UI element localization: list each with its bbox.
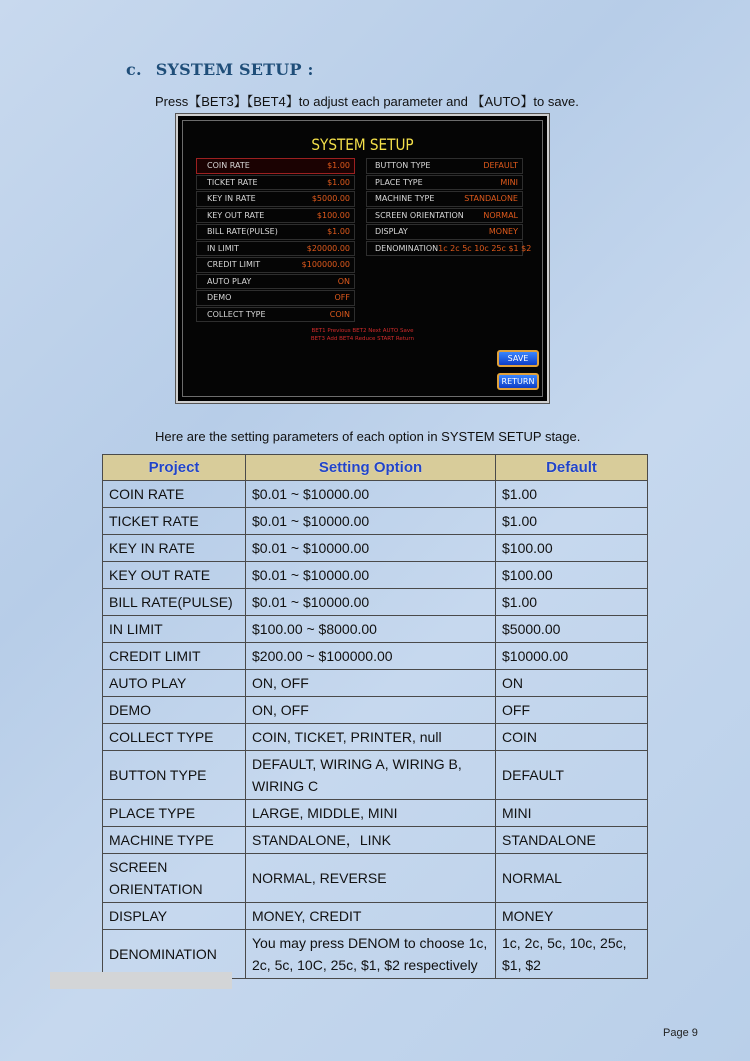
setting-row[interactable]	[196, 307, 355, 323]
setting-value: $1.00	[327, 227, 350, 237]
setting-label: DENOMINATION	[375, 243, 439, 253]
project-cell: PLACE TYPE	[103, 800, 246, 827]
setting-row[interactable]	[196, 208, 355, 224]
table-row	[103, 670, 648, 697]
intro-text-part: 【AUTO】to save.	[471, 94, 579, 109]
setting-label: DEMO	[207, 293, 232, 303]
project-cell: DEMO	[103, 697, 246, 724]
default-cell: COIN	[496, 724, 648, 751]
table-row	[103, 697, 648, 724]
project-cell: MACHINE TYPE	[103, 827, 246, 854]
setting-label: CREDIT LIMIT	[207, 260, 261, 270]
project-cell: COIN RATE	[103, 481, 246, 508]
setting-label: BILL RATE(PULSE)	[207, 227, 278, 237]
default-cell: $100.00	[496, 535, 648, 562]
table-row	[103, 508, 648, 535]
setting-row[interactable]	[196, 224, 355, 240]
save-button[interactable]: SAVE	[497, 350, 539, 367]
project-cell: CREDIT LIMIT	[103, 643, 246, 670]
setting-label: AUTO PLAY	[207, 276, 252, 286]
setting-option-cell: ON, OFF	[246, 670, 496, 697]
project-cell: BUTTON TYPE	[103, 751, 246, 800]
system-setup-screenshot	[176, 114, 549, 403]
default-cell: MONEY	[496, 903, 648, 930]
header-project: Project	[103, 455, 246, 481]
setting-label: MACHINE TYPE	[375, 194, 435, 204]
setting-value: STANDALONE	[464, 194, 518, 204]
page-number: Page 9	[663, 1027, 698, 1039]
project-cell: TICKET RATE	[103, 508, 246, 535]
setting-value: $100.00	[316, 210, 350, 220]
default-cell: DEFAULT	[496, 751, 648, 800]
setting-label: DISPLAY	[375, 227, 408, 237]
setting-value: NORMAL	[483, 210, 518, 220]
setting-row[interactable]	[196, 290, 355, 306]
setting-option-cell: NORMAL, REVERSE	[246, 854, 496, 903]
table-header-row	[103, 455, 648, 481]
project-cell: DENOMINATION	[103, 930, 246, 979]
project-cell: COLLECT TYPE	[103, 724, 246, 751]
table-row	[103, 724, 648, 751]
setting-value: 1c 2c 5c 10c 25c $1 $2	[438, 243, 532, 253]
setting-row[interactable]	[196, 257, 355, 273]
footer-gray-bar	[50, 972, 232, 989]
header-setting-option: Setting Option	[246, 455, 496, 481]
setting-value: MONEY	[488, 227, 518, 237]
setting-option-cell: $0.01 ~ $10000.00	[246, 562, 496, 589]
default-cell: $1.00	[496, 481, 648, 508]
default-cell: NORMAL	[496, 854, 648, 903]
table-row	[103, 903, 648, 930]
setting-label: PLACE TYPE	[375, 177, 423, 187]
setting-option-cell: COIN, TICKET, PRINTER, null	[246, 724, 496, 751]
project-cell: AUTO PLAY	[103, 670, 246, 697]
default-cell: $5000.00	[496, 616, 648, 643]
setting-option-cell: $0.01 ~ $10000.00	[246, 481, 496, 508]
default-cell: ON	[496, 670, 648, 697]
default-cell: STANDALONE	[496, 827, 648, 854]
setting-option-cell: $200.00 ~ $100000.00	[246, 643, 496, 670]
setting-row[interactable]	[366, 224, 523, 240]
header-default: Default	[496, 455, 648, 481]
setting-value: $100000.00	[301, 260, 350, 270]
setting-value: $1.00	[327, 161, 350, 171]
setting-option-cell: $100.00 ~ $8000.00	[246, 616, 496, 643]
setting-option-cell: $0.01 ~ $10000.00	[246, 589, 496, 616]
setting-row[interactable]	[196, 241, 355, 257]
setting-option-cell: LARGE, MIDDLE, MINI	[246, 800, 496, 827]
setting-row[interactable]	[366, 175, 523, 191]
setting-value: $20000.00	[306, 243, 350, 253]
setting-row[interactable]	[366, 241, 532, 257]
table-row	[103, 827, 648, 854]
project-cell: SCREEN ORIENTATION	[103, 854, 246, 903]
setting-value: DEFAULT	[483, 161, 518, 171]
default-cell: $1.00	[496, 508, 648, 535]
right-settings-column	[366, 158, 532, 257]
setting-value: MINI	[500, 177, 518, 187]
table-row	[103, 481, 648, 508]
table-row	[103, 800, 648, 827]
setting-option-cell: DEFAULT, WIRING A, WIRING B, WIRING C	[246, 751, 496, 800]
setting-option-cell: You may press DENOM to choose 1c, 2c, 5c, 10C, 25c, $1, $2 respectively	[246, 930, 496, 979]
default-cell: OFF	[496, 697, 648, 724]
setting-value: $1.00	[327, 177, 350, 187]
setting-value: $5000.00	[311, 194, 350, 204]
setting-value: COIN	[329, 309, 350, 319]
setting-option-cell: $0.01 ~ $10000.00	[246, 508, 496, 535]
project-cell: DISPLAY	[103, 903, 246, 930]
project-cell: KEY OUT RATE	[103, 562, 246, 589]
table-row	[103, 854, 648, 903]
setting-row[interactable]	[366, 191, 523, 207]
section-title: SYSTEM SETUP :	[155, 60, 314, 79]
screen-title: SYSTEM SETUP	[311, 135, 414, 154]
setting-label: SCREEN ORIENTATION	[375, 210, 464, 220]
setting-label: COLLECT TYPE	[207, 309, 266, 319]
key-hint-line: BET3 Add BET4 Reduce START Return	[310, 336, 415, 342]
setting-label: KEY OUT RATE	[207, 210, 265, 220]
setting-row[interactable]	[366, 158, 523, 174]
setting-row[interactable]	[366, 208, 523, 224]
key-hint-line: BET1 Previous BET2 Next AUTO Save	[311, 328, 414, 334]
default-cell: $10000.00	[496, 643, 648, 670]
setting-row[interactable]	[196, 191, 355, 207]
setting-option-cell: ON, OFF	[246, 697, 496, 724]
table-caption: Here are the setting parameters of each option in SYSTEM SETUP stage.	[155, 429, 581, 444]
section-number: c.	[126, 60, 142, 79]
setting-value: ON	[337, 276, 350, 286]
return-button[interactable]: RETURN	[497, 373, 539, 390]
setting-row[interactable]	[196, 274, 355, 290]
project-cell: BILL RATE(PULSE)	[103, 589, 246, 616]
setting-label: IN LIMIT	[207, 243, 239, 253]
default-cell: $1.00	[496, 589, 648, 616]
parameters-table	[102, 454, 648, 979]
setting-label: TICKET RATE	[207, 177, 258, 187]
project-cell: KEY IN RATE	[103, 535, 246, 562]
default-cell: $100.00	[496, 562, 648, 589]
left-settings-column	[196, 158, 355, 323]
default-cell: 1c, 2c, 5c, 10c, 25c, $1, $2	[496, 930, 648, 979]
table-row	[103, 562, 648, 589]
setting-label: COIN RATE	[207, 161, 250, 171]
table-row	[103, 535, 648, 562]
project-cell: IN LIMIT	[103, 616, 246, 643]
setting-label: KEY IN RATE	[207, 194, 256, 204]
intro-text	[155, 91, 579, 110]
default-cell: MINI	[496, 800, 648, 827]
setting-option-cell: MONEY, CREDIT	[246, 903, 496, 930]
setting-option-cell: $0.01 ~ $10000.00	[246, 535, 496, 562]
table-row	[103, 616, 648, 643]
setting-row[interactable]	[196, 158, 355, 174]
intro-text-part: Press【BET3】【BET4】to adjust each parameter and	[155, 94, 472, 109]
setting-row[interactable]	[196, 175, 355, 191]
table-row	[103, 643, 648, 670]
section-heading	[126, 60, 314, 79]
setting-option-cell: STANDALONE，LINK	[246, 827, 496, 854]
table-row	[103, 589, 648, 616]
table-row	[103, 751, 648, 800]
screen-frame	[182, 120, 543, 397]
setting-value: OFF	[334, 293, 350, 303]
setting-label: BUTTON TYPE	[375, 161, 431, 171]
